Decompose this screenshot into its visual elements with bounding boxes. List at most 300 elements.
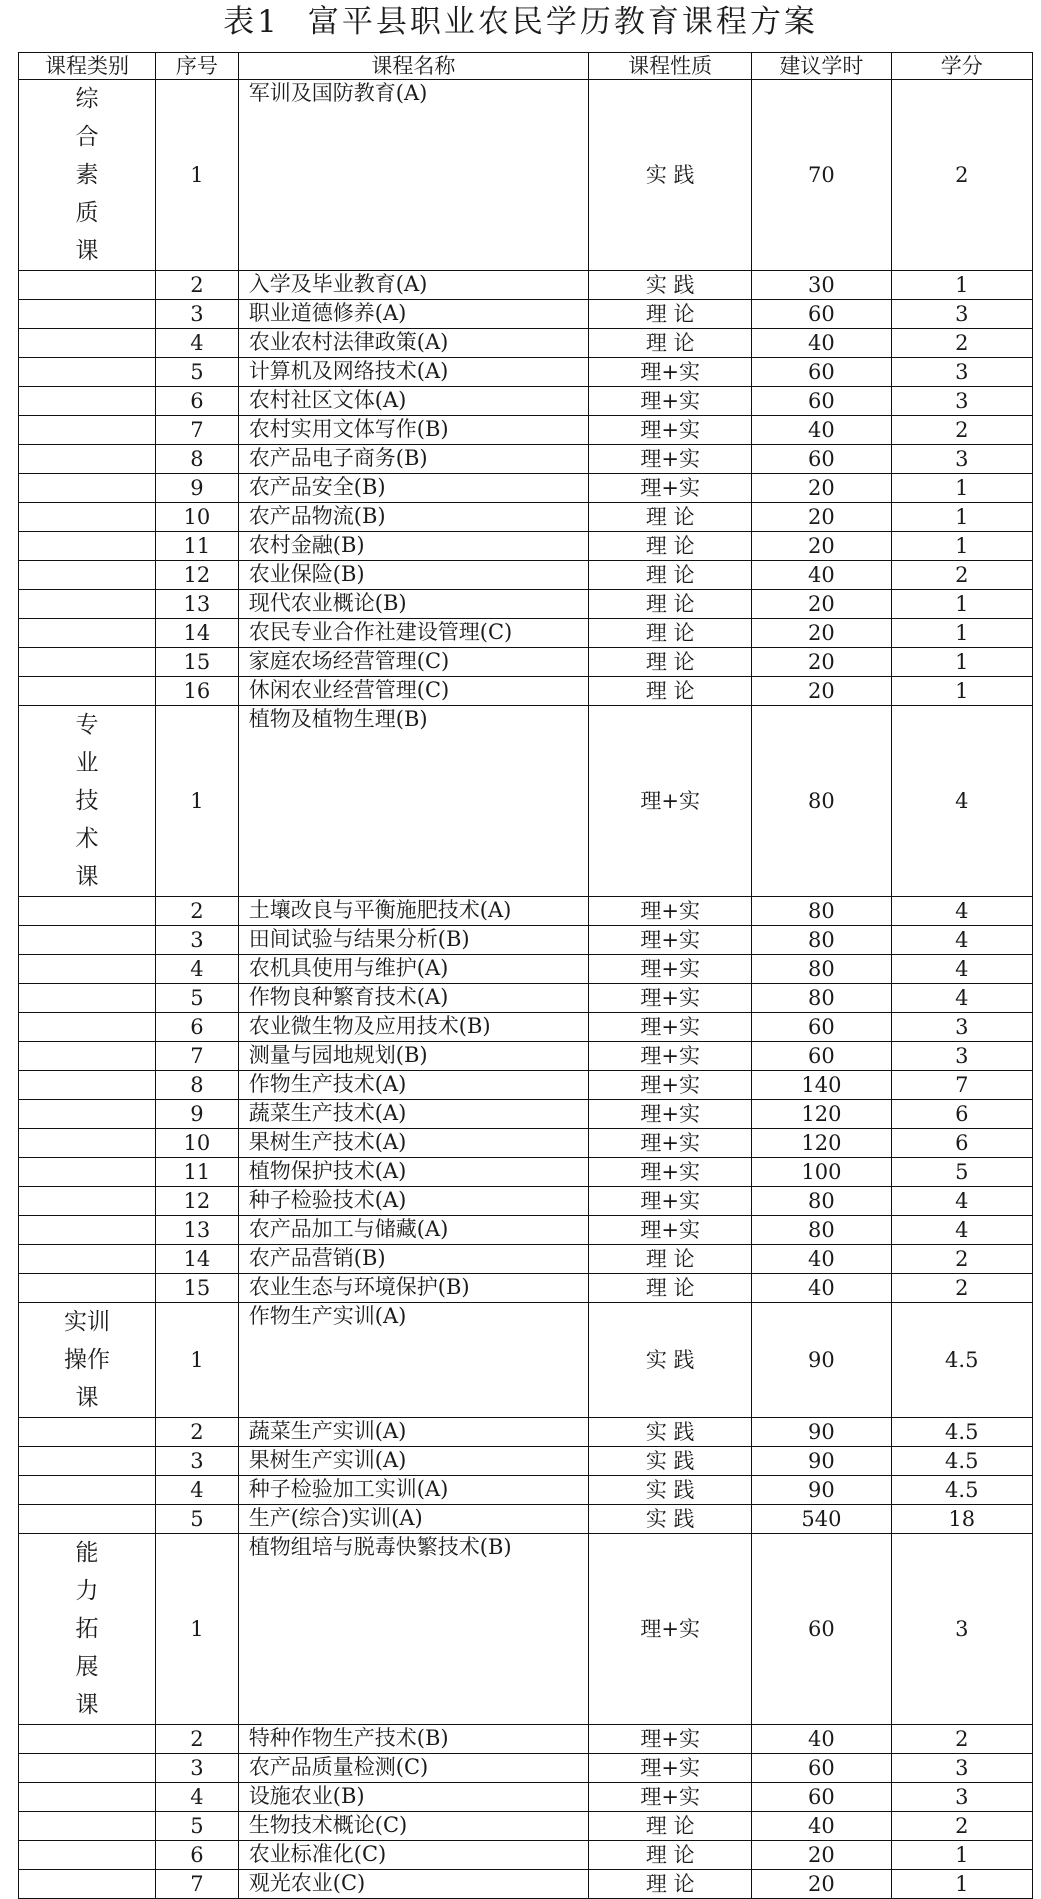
course-hours: 60 [752,1754,891,1783]
course-type: 实 践 [589,1303,752,1418]
category-cell [19,300,156,329]
course-name: 作物生产实训(A) [238,1303,588,1418]
table-row [19,1841,1033,1870]
course-hours: 60 [752,1783,891,1812]
course-hours: 60 [752,1042,891,1071]
course-name: 生物技术概论(C) [238,1812,588,1841]
course-number: 10 [156,1129,239,1158]
course-name: 测量与园地规划(B) [238,1042,588,1071]
course-credit: 1 [891,677,1032,706]
category-cell [19,329,156,358]
course-hours: 40 [752,1274,891,1303]
course-number: 14 [156,619,239,648]
course-credit: 1 [891,532,1032,561]
course-credit: 7 [891,1071,1032,1100]
category-label: 能 力 拓 展 课 [75,1540,99,1718]
course-credit: 18 [891,1505,1032,1534]
table-row [19,1187,1033,1216]
course-name: 农民专业合作社建设管理(C) [238,619,588,648]
table-row [19,1100,1033,1129]
category-cell [19,1754,156,1783]
table-row [19,1245,1033,1274]
course-credit: 2 [891,416,1032,445]
course-type: 理 论 [589,1274,752,1303]
course-number: 4 [156,329,239,358]
course-name: 农业生态与环境保护(B) [238,1274,588,1303]
category-cell [19,1303,156,1418]
table-row [19,1129,1033,1158]
course-name: 蔬菜生产实训(A) [238,1418,588,1447]
table-body [19,80,1033,1899]
course-credit: 3 [891,445,1032,474]
course-name: 作物生产技术(A) [238,1071,588,1100]
course-credit: 2 [891,561,1032,590]
category-cell [19,955,156,984]
course-name: 军训及国防教育(A) [238,80,588,271]
table-row [19,926,1033,955]
table-row [19,1812,1033,1841]
course-hours: 20 [752,474,891,503]
table-row [19,1476,1033,1505]
category-cell [19,1447,156,1476]
course-hours: 60 [752,300,891,329]
course-type: 理+实 [589,416,752,445]
course-name: 现代农业概论(B) [238,590,588,619]
table-row [19,300,1033,329]
table-row [19,561,1033,590]
category-cell [19,1071,156,1100]
course-name: 农业微生物及应用技术(B) [238,1013,588,1042]
course-plan-table [18,52,1033,1899]
category-cell [19,897,156,926]
course-number: 12 [156,1187,239,1216]
course-name: 特种作物生产技术(B) [238,1725,588,1754]
course-name: 果树生产技术(A) [238,1129,588,1158]
table-row [19,1870,1033,1899]
header-number: 序号 [156,53,239,80]
course-credit: 4.5 [891,1303,1032,1418]
course-credit: 3 [891,358,1032,387]
course-type: 理+实 [589,1534,752,1725]
course-hours: 20 [752,503,891,532]
course-number: 5 [156,1505,239,1534]
category-cell [19,677,156,706]
course-number: 6 [156,387,239,416]
course-name: 农机具使用与维护(A) [238,955,588,984]
course-hours: 40 [752,1245,891,1274]
course-name: 农产品营销(B) [238,1245,588,1274]
course-credit: 1 [891,648,1032,677]
table-row [19,80,1033,271]
course-number: 1 [156,80,239,271]
course-hours: 90 [752,1418,891,1447]
course-name: 农产品电子商务(B) [238,445,588,474]
course-hours: 20 [752,590,891,619]
course-name: 农村金融(B) [238,532,588,561]
category-cell [19,561,156,590]
course-credit: 4 [891,897,1032,926]
course-name: 农产品物流(B) [238,503,588,532]
course-type: 理+实 [589,1754,752,1783]
course-hours: 140 [752,1071,891,1100]
course-hours: 540 [752,1505,891,1534]
course-credit: 4 [891,706,1032,897]
table-row [19,677,1033,706]
course-hours: 80 [752,984,891,1013]
course-name: 作物良种繁育技术(A) [238,984,588,1013]
table-title: 富平县职业农民学历教育课程方案 [307,4,818,40]
table-row [19,648,1033,677]
table-row [19,1725,1033,1754]
course-name: 农业标准化(C) [238,1841,588,1870]
course-type: 理+实 [589,926,752,955]
course-hours: 60 [752,358,891,387]
course-hours: 80 [752,1216,891,1245]
category-cell [19,416,156,445]
course-hours: 30 [752,271,891,300]
course-type: 理+实 [589,1129,752,1158]
table-caption [0,0,1041,50]
course-number: 4 [156,1476,239,1505]
course-type: 理+实 [589,984,752,1013]
course-hours: 90 [752,1447,891,1476]
course-hours: 80 [752,706,891,897]
table-row [19,1013,1033,1042]
category-cell [19,590,156,619]
course-number: 5 [156,358,239,387]
table-row [19,329,1033,358]
header-course-type: 课程性质 [589,53,752,80]
course-hours: 40 [752,561,891,590]
course-type: 理 论 [589,677,752,706]
course-credit: 2 [891,329,1032,358]
course-type: 理 论 [589,300,752,329]
category-cell [19,271,156,300]
category-cell [19,1841,156,1870]
course-type: 理+实 [589,1100,752,1129]
course-name: 植物及植物生理(B) [238,706,588,897]
category-cell [19,1100,156,1129]
course-hours: 120 [752,1129,891,1158]
course-hours: 20 [752,648,891,677]
course-number: 13 [156,1216,239,1245]
course-name: 植物组培与脱毒快繁技术(B) [238,1534,588,1725]
table-row [19,532,1033,561]
course-type: 理+实 [589,897,752,926]
course-hours: 40 [752,416,891,445]
course-number: 2 [156,897,239,926]
course-type: 理 论 [589,1812,752,1841]
course-name: 土壤改良与平衡施肥技术(A) [238,897,588,926]
course-type: 理 论 [589,1870,752,1899]
course-type: 理 论 [589,329,752,358]
course-number: 16 [156,677,239,706]
category-cell [19,1187,156,1216]
course-name: 观光农业(C) [238,1870,588,1899]
course-number: 9 [156,1100,239,1129]
course-hours: 60 [752,387,891,416]
table-row [19,1158,1033,1187]
course-type: 理+实 [589,1783,752,1812]
course-type: 理+实 [589,1071,752,1100]
category-cell [19,1505,156,1534]
course-credit: 4 [891,955,1032,984]
course-number: 2 [156,1418,239,1447]
course-hours: 90 [752,1476,891,1505]
course-hours: 80 [752,926,891,955]
header-row [19,53,1033,80]
table-row [19,1071,1033,1100]
table-row [19,1216,1033,1245]
course-number: 7 [156,1042,239,1071]
table-header [19,53,1033,80]
course-credit: 2 [891,80,1032,271]
category-cell [19,358,156,387]
course-hours: 20 [752,532,891,561]
course-number: 7 [156,416,239,445]
course-number: 8 [156,1071,239,1100]
course-name: 农产品加工与储藏(A) [238,1216,588,1245]
course-type: 理+实 [589,1013,752,1042]
course-type: 理+实 [589,358,752,387]
category-cell [19,926,156,955]
course-type: 理 论 [589,590,752,619]
course-number: 7 [156,1870,239,1899]
course-credit: 4 [891,1187,1032,1216]
course-credit: 1 [891,1870,1032,1899]
course-number: 9 [156,474,239,503]
category-cell [19,387,156,416]
category-cell [19,1783,156,1812]
category-cell [19,1158,156,1187]
course-number: 8 [156,445,239,474]
course-credit: 5 [891,1158,1032,1187]
course-name: 设施农业(B) [238,1783,588,1812]
course-number: 11 [156,1158,239,1187]
table-row [19,897,1033,926]
course-name: 计算机及网络技术(A) [238,358,588,387]
header-credit: 学分 [891,53,1032,80]
course-hours: 60 [752,1013,891,1042]
course-type: 理 论 [589,1841,752,1870]
category-cell [19,1812,156,1841]
course-number: 2 [156,271,239,300]
course-type: 实 践 [589,271,752,300]
course-credit: 4 [891,1216,1032,1245]
category-cell [19,445,156,474]
course-name: 家庭农场经营管理(C) [238,648,588,677]
course-type: 理 论 [589,619,752,648]
course-number: 6 [156,1841,239,1870]
course-type: 实 践 [589,80,752,271]
table-row [19,1783,1033,1812]
course-type: 理 论 [589,1245,752,1274]
category-cell [19,532,156,561]
course-credit: 2 [891,1725,1032,1754]
table-row [19,1754,1033,1783]
course-type: 理+实 [589,445,752,474]
course-hours: 20 [752,1870,891,1899]
course-number: 4 [156,1783,239,1812]
course-type: 理 论 [589,648,752,677]
table-row [19,590,1033,619]
course-hours: 20 [752,619,891,648]
course-type: 理 论 [589,503,752,532]
table-row [19,445,1033,474]
course-credit: 6 [891,1100,1032,1129]
course-name: 农业农村法律政策(A) [238,329,588,358]
course-number: 3 [156,300,239,329]
course-number: 6 [156,1013,239,1042]
course-name: 农产品安全(B) [238,474,588,503]
table-row [19,271,1033,300]
course-name: 种子检验加工实训(A) [238,1476,588,1505]
category-cell [19,1274,156,1303]
course-credit: 2 [891,1245,1032,1274]
header-course-name: 课程名称 [238,53,588,80]
category-label: 综 合 素 质 课 [75,86,99,264]
course-name: 植物保护技术(A) [238,1158,588,1187]
course-number: 11 [156,532,239,561]
course-credit: 6 [891,1129,1032,1158]
course-hours: 60 [752,445,891,474]
course-type: 理+实 [589,1042,752,1071]
course-number: 3 [156,1447,239,1476]
course-hours: 20 [752,1841,891,1870]
course-type: 理+实 [589,1216,752,1245]
course-credit: 3 [891,387,1032,416]
course-number: 1 [156,706,239,897]
table-row [19,387,1033,416]
course-credit: 1 [891,474,1032,503]
table-row [19,706,1033,897]
category-label: 实训 操作 课 [64,1309,111,1411]
table-row [19,474,1033,503]
course-credit: 3 [891,1754,1032,1783]
course-number: 15 [156,1274,239,1303]
course-number: 2 [156,1725,239,1754]
course-number: 1 [156,1303,239,1418]
course-credit: 4.5 [891,1476,1032,1505]
course-type: 理+实 [589,1187,752,1216]
category-cell [19,1013,156,1042]
category-cell [19,1534,156,1725]
course-name: 蔬菜生产技术(A) [238,1100,588,1129]
course-name: 入学及毕业教育(A) [238,271,588,300]
category-cell [19,1725,156,1754]
course-name: 农村社区文体(A) [238,387,588,416]
course-number: 5 [156,1812,239,1841]
category-cell [19,706,156,897]
course-hours: 40 [752,1725,891,1754]
table-row [19,1534,1033,1725]
table-row [19,619,1033,648]
course-name: 田间试验与结果分析(B) [238,926,588,955]
course-name: 休闲农业经营管理(C) [238,677,588,706]
course-hours: 80 [752,1187,891,1216]
course-hours: 60 [752,1534,891,1725]
course-type: 实 践 [589,1505,752,1534]
course-name: 生产(综合)实训(A) [238,1505,588,1534]
course-number: 4 [156,955,239,984]
table-row [19,1447,1033,1476]
course-number: 13 [156,590,239,619]
category-cell [19,1216,156,1245]
course-number: 10 [156,503,239,532]
table-row [19,984,1033,1013]
course-number: 5 [156,984,239,1013]
course-credit: 1 [891,271,1032,300]
category-cell [19,1129,156,1158]
course-credit: 3 [891,1783,1032,1812]
category-label: 专 业 技 术 课 [75,712,99,890]
course-number: 3 [156,926,239,955]
table-row [19,955,1033,984]
table-row [19,358,1033,387]
course-number: 12 [156,561,239,590]
table-row [19,1042,1033,1071]
category-cell [19,1476,156,1505]
course-name: 农村实用文体写作(B) [238,416,588,445]
course-hours: 120 [752,1100,891,1129]
course-hours: 90 [752,1303,891,1418]
category-cell [19,1418,156,1447]
course-credit: 1 [891,590,1032,619]
category-cell [19,80,156,271]
course-type: 理+实 [589,1725,752,1754]
course-hours: 80 [752,955,891,984]
course-credit: 3 [891,1042,1032,1071]
category-cell [19,1042,156,1071]
category-cell [19,474,156,503]
table-row [19,1274,1033,1303]
course-type: 理 论 [589,532,752,561]
course-number: 3 [156,1754,239,1783]
category-cell [19,984,156,1013]
course-credit: 4.5 [891,1418,1032,1447]
category-cell [19,648,156,677]
course-type: 理+实 [589,706,752,897]
table-row [19,1418,1033,1447]
course-name: 农产品质量检测(C) [238,1754,588,1783]
course-credit: 1 [891,1841,1032,1870]
course-credit: 4 [891,926,1032,955]
course-name: 果树生产实训(A) [238,1447,588,1476]
course-number: 1 [156,1534,239,1725]
course-type: 理+实 [589,955,752,984]
course-type: 理+实 [589,1158,752,1187]
course-credit: 3 [891,1013,1032,1042]
course-credit: 3 [891,1534,1032,1725]
course-credit: 3 [891,300,1032,329]
table-row [19,1505,1033,1534]
category-cell [19,503,156,532]
course-credit: 2 [891,1274,1032,1303]
course-hours: 40 [752,1812,891,1841]
course-type: 理 论 [589,561,752,590]
course-credit: 1 [891,503,1032,532]
course-type: 理+实 [589,474,752,503]
course-name: 职业道德修养(A) [238,300,588,329]
course-hours: 20 [752,677,891,706]
course-type: 实 践 [589,1476,752,1505]
table-row [19,416,1033,445]
category-cell [19,619,156,648]
category-cell [19,1870,156,1899]
table-number: 表1 [223,4,280,40]
course-credit: 2 [891,1812,1032,1841]
course-credit: 4 [891,984,1032,1013]
